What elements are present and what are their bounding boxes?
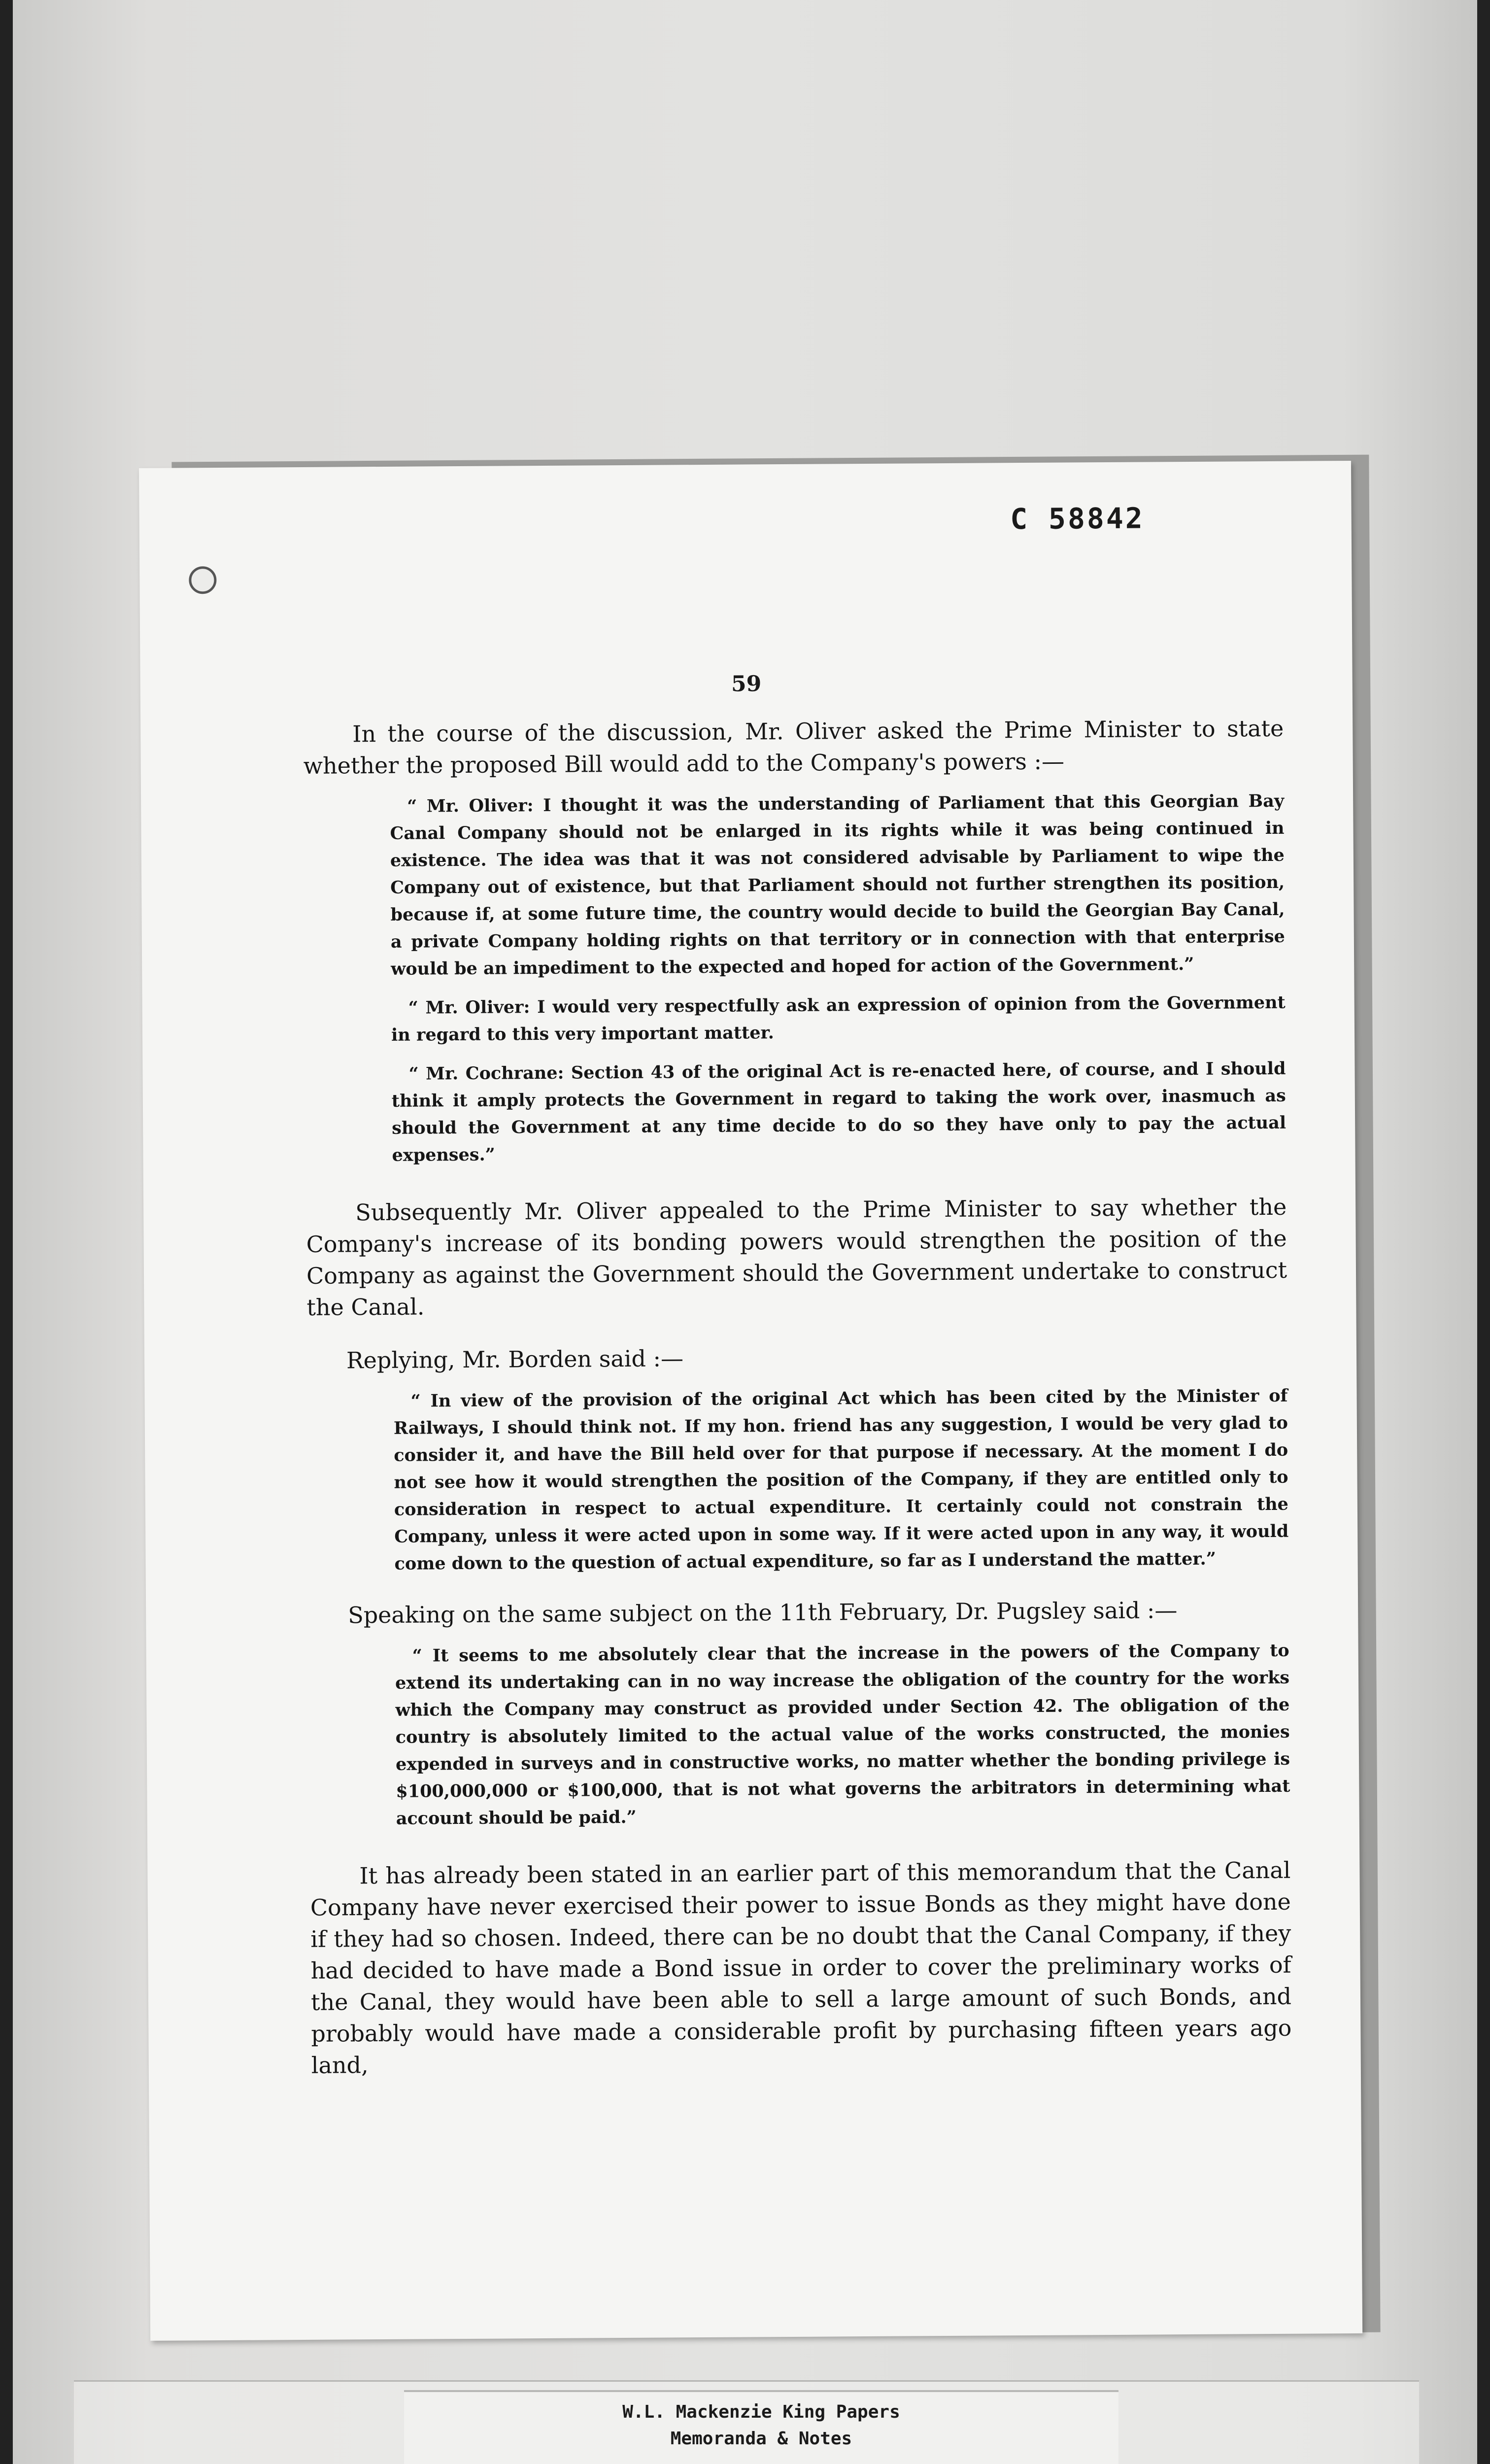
paragraph-bonds: It has already been stated in an earlier part of this memorandum that the Canal Company have never exercised their power to issue Bonds as they might have done if they had so chosen. Indeed, there can be no doubt that the Canal Company, if they had decided to have made a Bond issue in order to cover the preliminary works of the Canal, they would have been able to sell a large amount of such Bonds, and probably would have made a considerable profit by purchasing fifteen years ago land, <box>310 1856 1292 2079</box>
quote-oliver-understanding: “ Mr. Oliver: I thought it was the understanding of Parliament that this Georgian Bay Canal Company should not be enlarged in its rights while it was being continued in existence. The idea was that it was not considered advisable by Parliament to wipe the Company out of existence, but that Parliament should not further strengthen its position, because if, at some future time, the country would decide to build the Georgian Bay Canal, a private Company holding rights on that territory or in connection with that enterprise would be an impediment to the expected and hoped for action of the Government.” <box>390 790 1285 979</box>
pugsley-intro: Speaking on the same subject on the 11th February, Dr. Pugsley said :— <box>348 1597 1178 1629</box>
paragraph-oliver-question: In the course of the discussion, Mr. Oliver asked the Prime Minister to state whether the proposed Bill would add to the Company's powers :— <box>303 715 1284 779</box>
document-body <box>303 713 1292 2081</box>
document-page <box>139 461 1362 2341</box>
quote-borden: “ In view of the provision of the original Act which has been cited by the Minister of Railways, I should think not. If my hon. friend has any suggestion, I would be very glad to consider it, and have the Bill held over for that purpose if necessary. At the moment I do not see how it would strengthen the position of the Company, if they are entitled only to consideration in respect to actual expenditure. It certainly could not constrain the Company, unless it were acted upon in some way. If it were acted upon in any way, it would come down to the question of actual expenditure, so far as I understand the matter.” <box>393 1385 1289 1574</box>
quote-cochrane: “ Mr. Cochrane: Section 43 of the original Act is re-enacted here, of course, and I should think it amply protects the Government in regard to taking the work over, inasmuch as should the Government at any time decide to do so they have only to pay the actual expenses.” <box>391 1058 1287 1165</box>
reference-code: C 58842 <box>1010 501 1145 536</box>
film-edge-left <box>0 0 13 2464</box>
paragraph-oliver-appeal: Subsequently Mr. Oliver appealed to the Prime Minister to say whether the Company's increase of its bonding powers would strengthen the position of the Company as against the Government should the Government undertake to construct the Canal. <box>306 1193 1287 1321</box>
borden-intro: Replying, Mr. Borden said :— <box>346 1345 684 1374</box>
quote-oliver-request: “ Mr. Oliver: I would very respectfully ask an expression of opinion from the Government in regard to this very important matter. <box>391 992 1286 1045</box>
film-edge-right <box>1477 0 1490 2464</box>
archive-label <box>404 2390 1118 2464</box>
archive-label-series: Memoranda & Notes <box>670 2429 852 2449</box>
quote-pugsley: “ It seems to me absolutely clear that the increase in the powers of the Company to extend its undertaking can in no way increase the obligation of the country for the works which the Company may construct as provided under Section 42. The obligation of the country is absolutely limited to the actual value of the works constructed, the monies expended in surveys and in constructive works, no matter whether the bonding privilege is $100,000,000 or $100,000, that is not what governs the arbitrators in determining what account should be paid.” <box>395 1640 1290 1829</box>
page-number: 59 <box>731 671 762 697</box>
punch-hole-icon <box>189 566 216 594</box>
archive-label-collection: W.L. Mackenzie King Papers <box>622 2402 900 2422</box>
